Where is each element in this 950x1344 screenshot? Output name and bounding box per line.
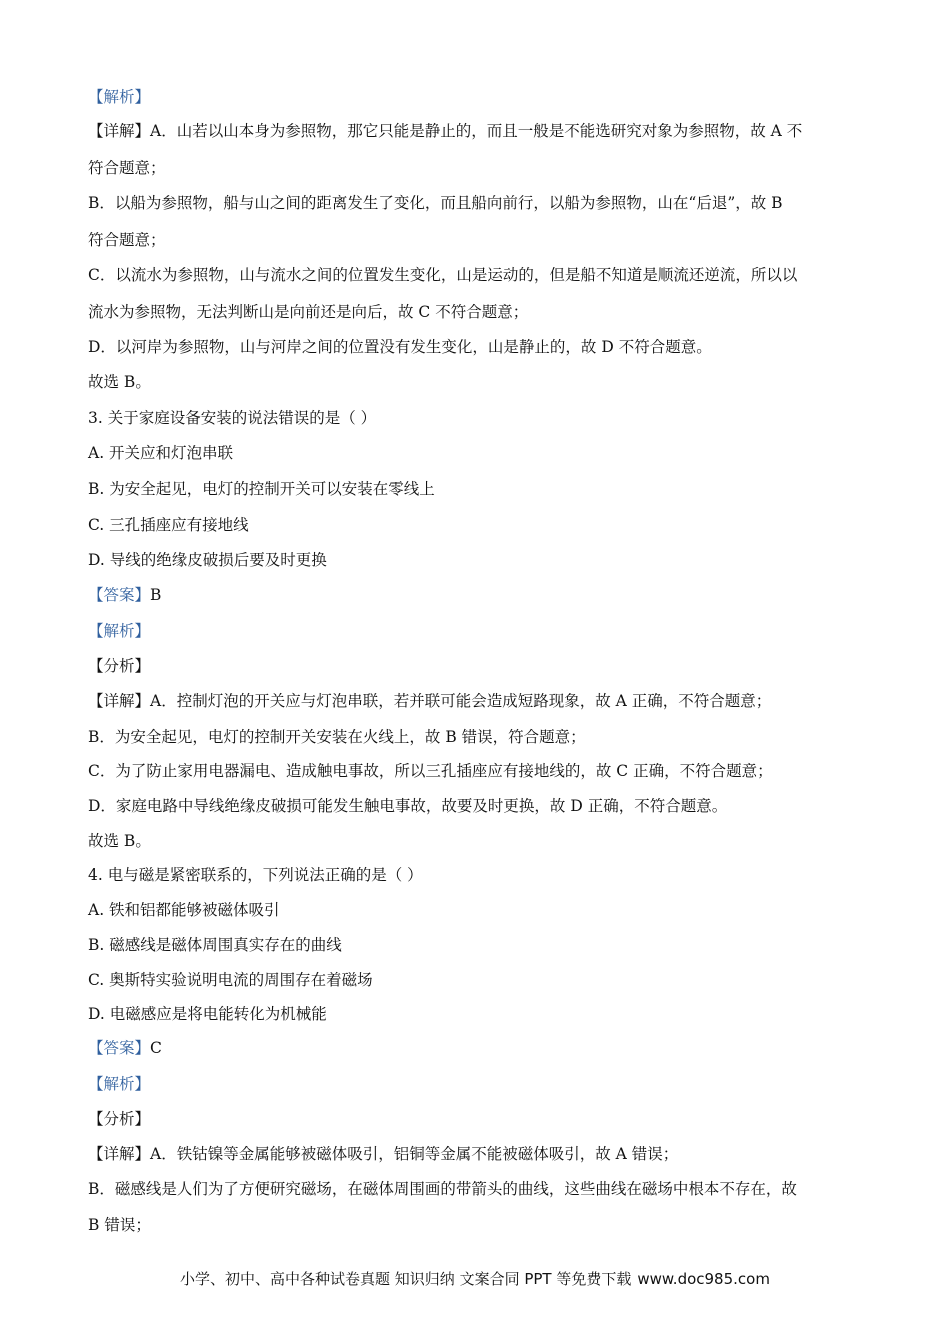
text-line: 4. 电与磁是紧密联系的，下列说法正确的是（ ）: [88, 866, 423, 884]
answer-label: 【答案】: [88, 1039, 151, 1057]
text-line: D．家庭电路中导线绝缘皮破损可能发生触电事故，故要及时更换，故 D 正确，不符合题意。: [88, 797, 728, 815]
footer-text: 小学、初中、高中各种试卷真题 知识归纳 文案合同 PPT 等免费下载: [180, 1270, 632, 1288]
text-line: B．为安全起见，电灯的控制开关安装在火线上，故 B 错误，符合题意；: [88, 728, 586, 746]
footer-url[interactable]: www.doc985.com: [637, 1270, 770, 1288]
text-line: 【分析】: [88, 657, 151, 675]
answer-value: B: [150, 586, 162, 604]
text-line: B. 为安全起见，电灯的控制开关可以安装在零线上: [88, 480, 435, 498]
text-line: 流水为参照物，无法判断山是向前还是向后，故 C 不符合题意；: [88, 303, 529, 321]
text-line: C．以流水为参照物，山与流水之间的位置发生变化，山是运动的，但是船不知道是顺流还逆流，所以以: [88, 266, 798, 284]
text-line: 【详解】A．铁钴镍等金属能够被磁体吸引，铝铜等金属不能被磁体吸引，故 A 错误；: [88, 1145, 679, 1163]
page-footer: [0, 1268, 950, 1289]
text-line: A. 开关应和灯泡串联: [88, 444, 234, 462]
text-line: A. 铁和铝都能够被磁体吸引: [88, 901, 280, 919]
text-line: C. 三孔插座应有接地线: [88, 516, 249, 534]
text-line: 【解析】: [88, 88, 151, 106]
text-line: 符合题意；: [88, 159, 166, 177]
text-line: B．磁感线是人们为了方便研究磁场，在磁体周围画的带箭头的曲线，这些曲线在磁场中根本不存在，故: [88, 1180, 797, 1198]
text-line: B．以船为参照物，船与山之间的距离发生了变化，而且船向前行，以船为参照物，山在“后退”，故 B: [88, 194, 783, 212]
text-line: [88, 1037, 870, 1059]
text-line: 3. 关于家庭设备安装的说法错误的是（ ）: [88, 409, 377, 427]
text-line: 【分析】: [88, 1110, 151, 1128]
answer-label: 【答案】: [88, 586, 151, 604]
text-line: 故选 B。: [88, 373, 151, 391]
text-line: B 错误；: [88, 1216, 151, 1234]
text-line: 【解析】: [88, 622, 151, 640]
text-line: [88, 584, 870, 606]
answer-value: C: [150, 1039, 162, 1057]
text-line: C．为了防止家用电器漏电、造成触电事故，所以三孔插座应有接地线的，故 C 正确，不符合题意；: [88, 762, 773, 780]
text-line: 【解析】: [88, 1075, 151, 1093]
text-line: 【详解】A．山若以山本身为参照物，那它只能是静止的，而且一般是不能选研究对象为参照物，故 A 不: [88, 122, 803, 140]
text-line: D. 导线的绝缘皮破损后要及时更换: [88, 551, 327, 569]
text-line: 故选 B。: [88, 832, 151, 850]
text-line: D. 电磁感应是将电能转化为机械能: [88, 1005, 327, 1023]
text-line: B. 磁感线是磁体周围真实存在的曲线: [88, 936, 342, 954]
text-line: 符合题意；: [88, 231, 166, 249]
text-line: C. 奥斯特实验说明电流的周围存在着磁场: [88, 971, 373, 989]
text-line: D．以河岸为参照物，山与河岸之间的位置没有发生变化，山是静止的，故 D 不符合题意。: [88, 338, 712, 356]
text-line: 【详解】A．控制灯泡的开关应与灯泡串联，若并联可能会造成短路现象，故 A 正确，不符合题意；: [88, 692, 772, 710]
